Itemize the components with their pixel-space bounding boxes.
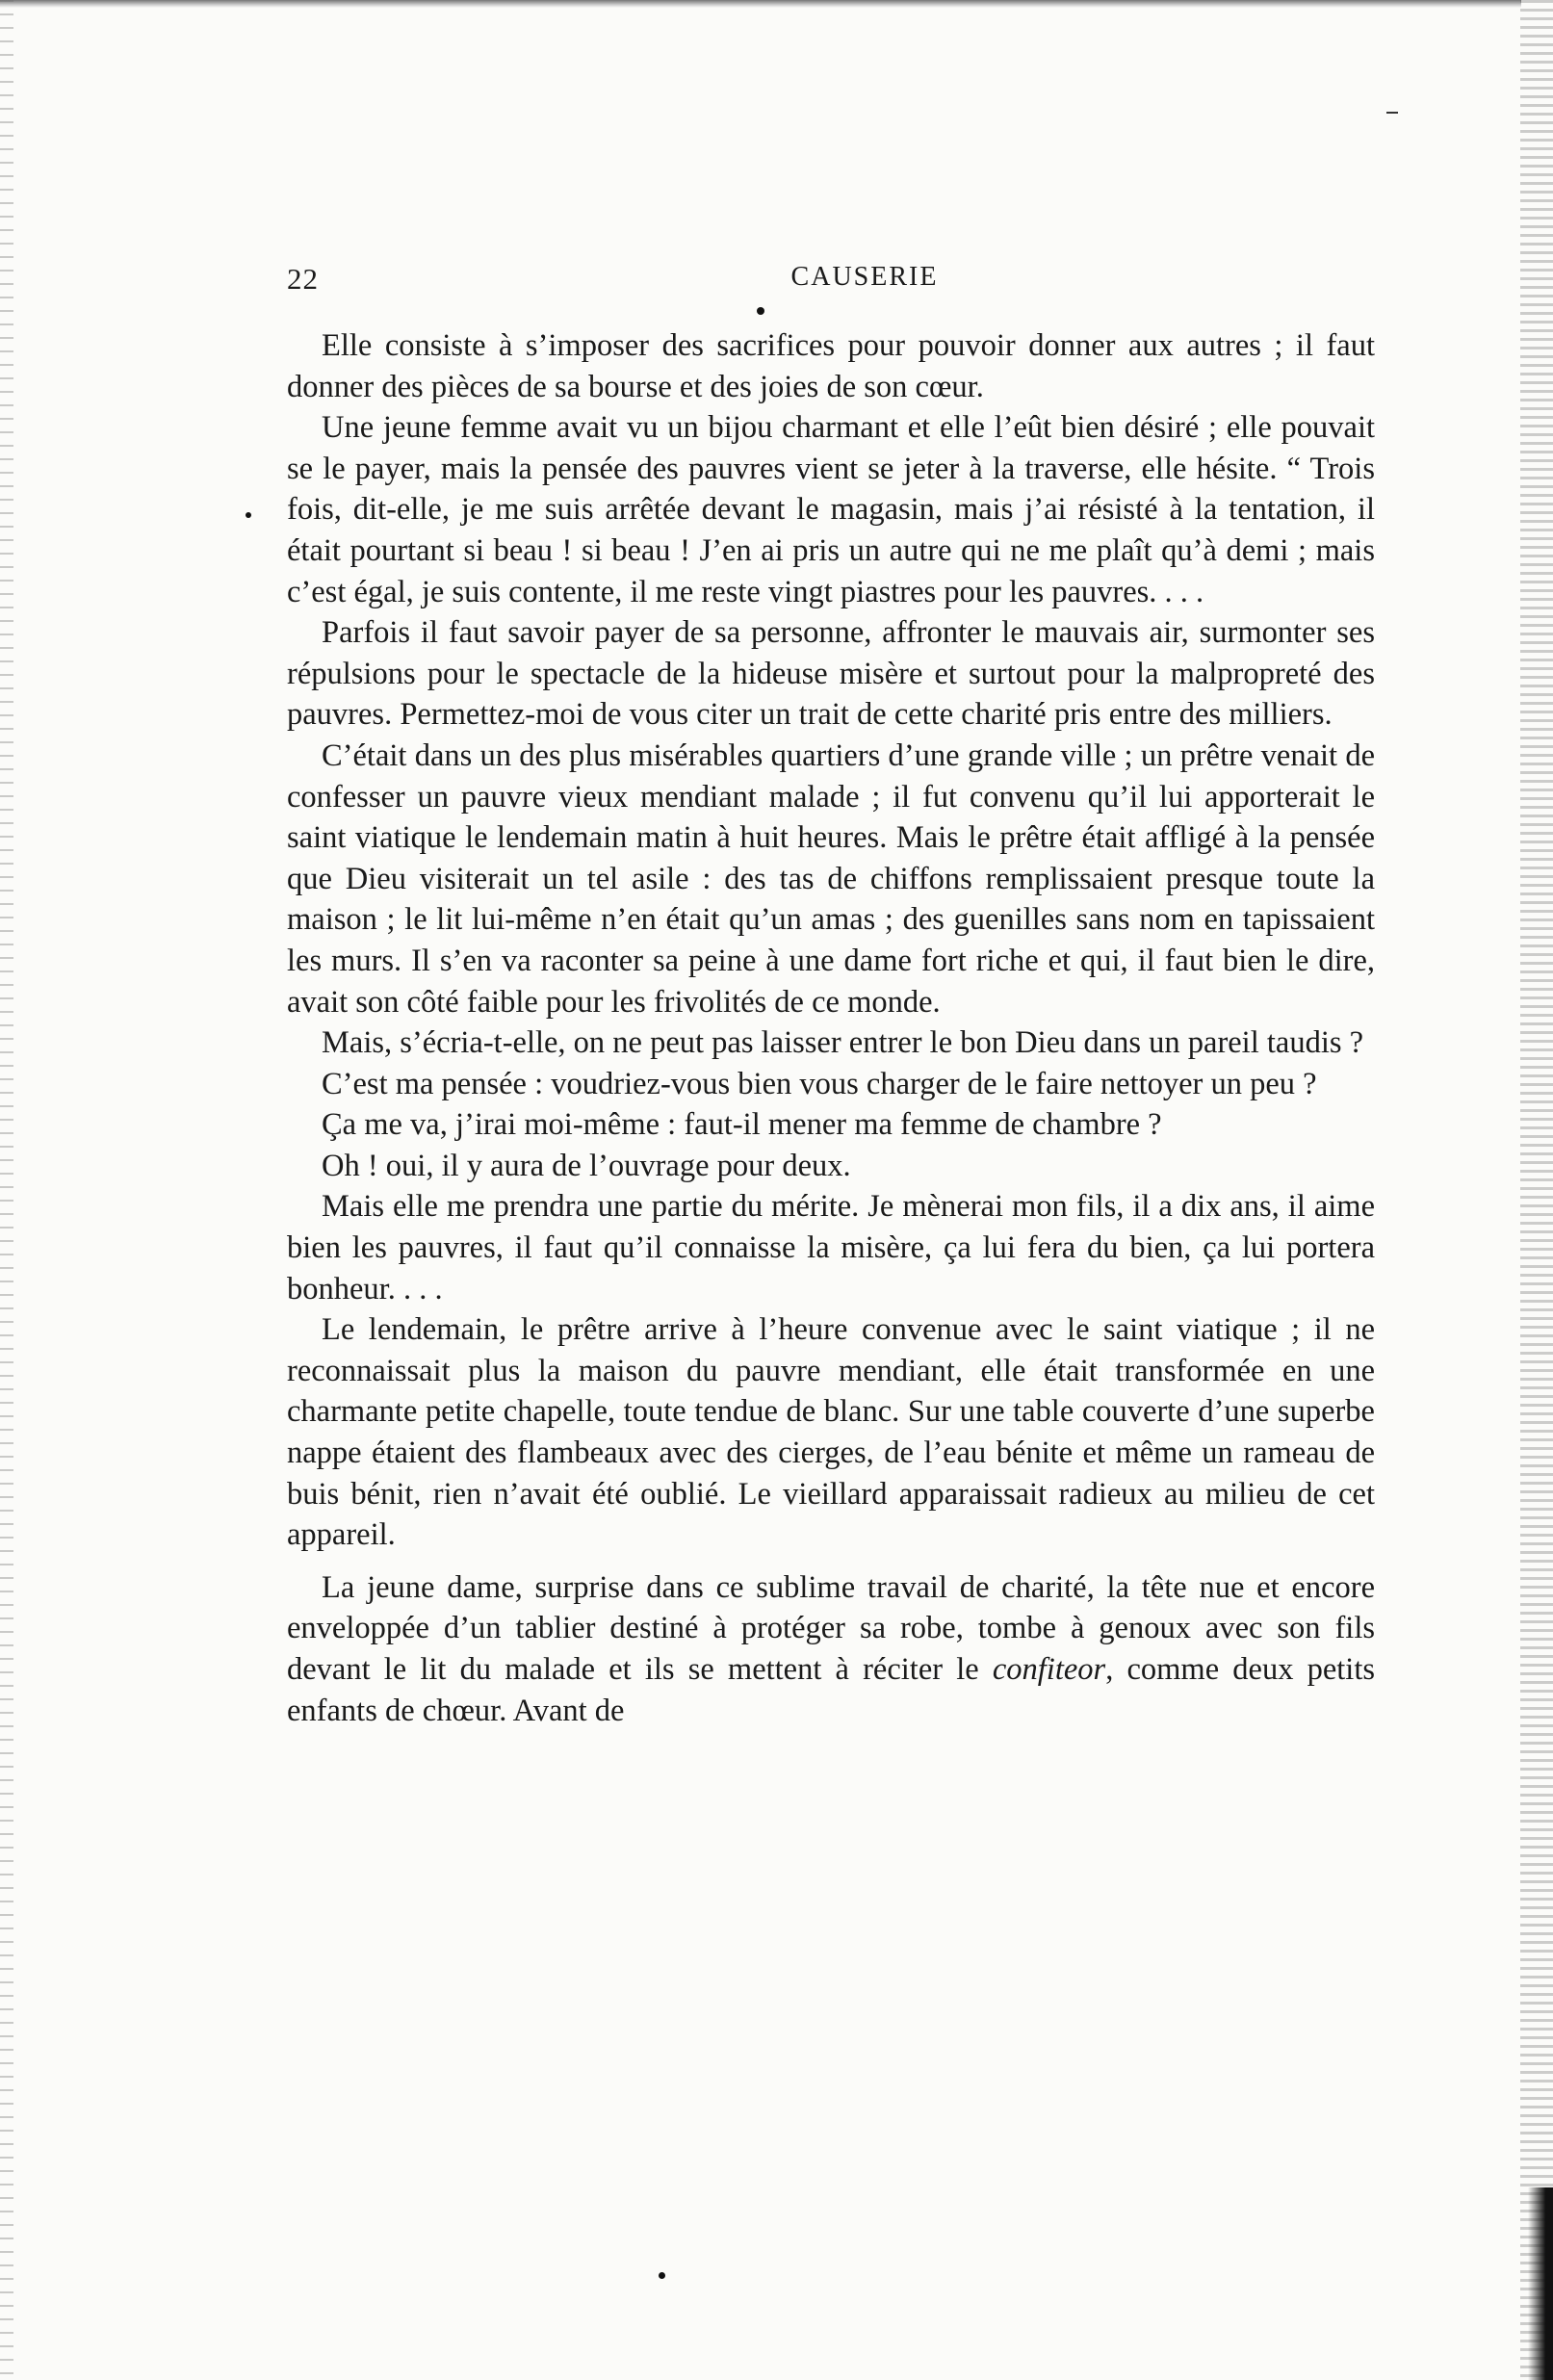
paragraph-text: Mais, s’écria-t-elle, on ne peut pas laisser entrer le bon Dieu dans un pareil taudis ? bbox=[322, 1025, 1364, 1061]
scan-left-edge bbox=[0, 0, 13, 2380]
ink-speck bbox=[659, 2272, 665, 2279]
paragraph bbox=[287, 1104, 1375, 1146]
paragraph bbox=[287, 325, 1375, 407]
paragraph bbox=[287, 612, 1375, 736]
running-head: CAUSERIE bbox=[790, 262, 939, 292]
paragraph-text: C’était dans un des plus misérables quartiers d’une grande ville ; un prêtre venait de confesser un pauvre vieux mendiant malade ; il fut convenu qu’il lui apporterait le saint viatique le lendemain matin à huit heures. Mais le prêtre était affligé à la pensée que Dieu visiterait un tel asile : des tas de chiffons remplissaient presque toute la maison ; le lit lui-même n’en était qu’un amas ; des guenilles sans nom en tapissaient les murs. Il s’en va raconter sa peine à une dame fort riche et qui, il faut bien le dire, avait son côté faible pour les frivolités de ce monde. bbox=[287, 737, 1375, 1020]
paragraph bbox=[287, 1309, 1375, 1556]
paragraph bbox=[287, 1567, 1375, 1731]
body-text bbox=[287, 325, 1375, 1731]
ink-speck bbox=[757, 307, 764, 315]
paragraph bbox=[287, 1146, 1375, 1187]
paragraph-text: La jeune dame, surprise dans ce sublime travail de charité, la tête nue et encore enveloppée d’un tablier destiné à protéger sa robe, tombe à genoux avec son fils devant le lit du malade et ils se mettent à réciter le bbox=[287, 1569, 1375, 1687]
scan-top-edge bbox=[0, 0, 1521, 8]
paragraph-text: Parfois il faut savoir payer de sa personne, affronter le mauvais air, surmonter ses répulsions pour le spectacle de la hideuse misère et surtout pour la malpropreté des pauvres. Permettez-moi de vous citer un trait de cette charité pris entre des milliers. bbox=[287, 615, 1375, 733]
paragraph-text: , comme deux petits enfants de chœur. Avant de bbox=[287, 1652, 1375, 1728]
latin-term: confiteor bbox=[992, 1652, 1106, 1687]
paragraph-text: Mais elle me prendra une partie du mérite. Je mènerai mon fils, il a dix ans, il aime bien les pauvres, il faut qu’il connaisse la misère, ça lui fera du bien, ça lui portera bonheur. . . . bbox=[287, 1189, 1375, 1306]
paragraph bbox=[287, 1186, 1375, 1309]
paragraph-text: Une jeune femme avait vu un bijou charmant et elle l’eût bien désiré ; elle pouvait se le payer, mais la pensée des pauvres vient se jeter à la traverse, elle hésite. “ Trois fois, dit-elle, je me suis arrêtée devant le magasin, mais j’ai résisté à la tentation, il était pourtant si beau ! si beau ! J’en ai pris un autre qui ne me plaît qu’à demi ; mais c’est égal, je suis contente, il me reste vingt piastres pour les pauvres. . . . bbox=[287, 410, 1375, 609]
page-header bbox=[287, 262, 1375, 310]
paragraph bbox=[287, 736, 1375, 1022]
paragraph bbox=[287, 407, 1375, 612]
paragraph-text: Le lendemain, le prêtre arrive à l’heure convenue avec le saint viatique ; il ne reconnaissait plus la maison du pauvre mendiant, elle était transformée en une charmante petite chapelle, toute tendue de blanc. Sur une table couverte d’une superbe nappe étaient des flambeaux avec des cierges, de l’eau bénite et même un rameau de buis bénit, rien n’avait été oublié. Le vieillard apparaissait radieux au milieu de cet appareil. bbox=[287, 1312, 1375, 1553]
scan-right-edge bbox=[1520, 0, 1553, 2380]
ink-mark bbox=[1386, 112, 1398, 114]
paragraph-text: C’est ma pensée : voudriez-vous bien vous charger de le faire nettoyer un peu ? bbox=[322, 1066, 1317, 1101]
paragraph-text: Elle consiste à s’imposer des sacrifices pour pouvoir donner aux autres ; il faut donner des pièces de sa bourse et des joies de son cœur. bbox=[287, 328, 1375, 404]
scan-right-edge-shadow bbox=[1528, 2187, 1553, 2380]
paragraph-text: Ça me va, j’irai moi-même : faut-il mener ma femme de chambre ? bbox=[322, 1107, 1162, 1143]
paragraph-text: Oh ! oui, il y aura de l’ouvrage pour deux. bbox=[322, 1148, 851, 1183]
ink-speck bbox=[246, 512, 251, 518]
paragraph bbox=[287, 1064, 1375, 1105]
page-number: 22 bbox=[287, 262, 319, 296]
paragraph bbox=[287, 1022, 1375, 1064]
